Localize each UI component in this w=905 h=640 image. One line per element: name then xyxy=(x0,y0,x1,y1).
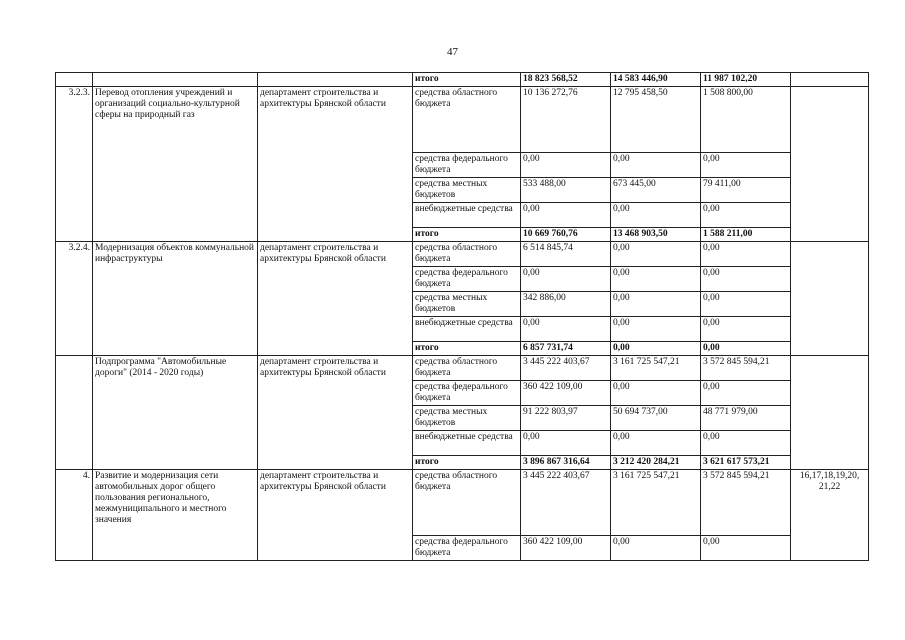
cell-value: 1 588 211,00 xyxy=(701,228,791,242)
cell-value: 0,00 xyxy=(611,203,701,228)
budget-table xyxy=(55,72,869,561)
cell-value: 13 468 903,50 xyxy=(611,228,701,242)
cell-ref xyxy=(791,87,869,242)
cell-num: 4. xyxy=(56,470,93,561)
cell-value: 0,00 xyxy=(611,292,701,317)
cell-value: 0,00 xyxy=(521,317,611,342)
cell-name: Развитие и модернизация сети автомобильных дорог общего пользования регионального, межмуниципального и местного значения xyxy=(93,470,258,561)
cell-value: 0,00 xyxy=(521,267,611,292)
cell-value: 0,00 xyxy=(611,431,701,456)
cell-source: средства местных бюджетов xyxy=(413,406,521,431)
cell-value: 79 411,00 xyxy=(701,178,791,203)
cell-value: 3 445 222 403,67 xyxy=(521,356,611,381)
cell-num xyxy=(56,73,93,87)
cell-num xyxy=(56,356,93,470)
cell-ref: 16,17,18,19,20, 21,22 xyxy=(791,470,869,561)
cell-source-total: итого xyxy=(413,73,521,87)
cell-value: 0,00 xyxy=(701,317,791,342)
cell-ref xyxy=(791,242,869,356)
cell-name: Подпрограмма "Автомобильные дороги" (2014 - 2020 годы) xyxy=(93,356,258,470)
cell-value: 3 572 845 594,21 xyxy=(701,470,791,536)
cell-num: 3.2.3. xyxy=(56,87,93,242)
cell-value: 3 445 222 403,67 xyxy=(521,470,611,536)
cell-source: внебюджетные средства xyxy=(413,203,521,228)
cell-value: 0,00 xyxy=(611,381,701,406)
cell-value: 3 161 725 547,21 xyxy=(611,356,701,381)
cell-value: 0,00 xyxy=(611,267,701,292)
cell-value: 18 823 568,52 xyxy=(521,73,611,87)
cell-value: 11 987 102,20 xyxy=(701,73,791,87)
cell-value: 360 422 109,00 xyxy=(521,536,611,561)
cell-value: 0,00 xyxy=(611,317,701,342)
cell-value: 0,00 xyxy=(701,242,791,267)
cell-value: 3 212 420 284,21 xyxy=(611,456,701,470)
cell-value: 0,00 xyxy=(701,203,791,228)
cell-value: 0,00 xyxy=(521,203,611,228)
cell-value: 6 857 731,74 xyxy=(521,342,611,356)
cell-num: 3.2.4. xyxy=(56,242,93,356)
page-number: 47 xyxy=(447,46,458,58)
cell-value: 342 886,00 xyxy=(521,292,611,317)
cell-name: Модернизация объектов коммунальной инфраструктуры xyxy=(93,242,258,356)
cell-value: 12 795 458,50 xyxy=(611,87,701,153)
cell-source: средства федерального бюджета xyxy=(413,381,521,406)
cell-value: 48 771 979,00 xyxy=(701,406,791,431)
cell-value: 14 583 446,90 xyxy=(611,73,701,87)
table-row xyxy=(56,87,869,153)
cell-source: средства местных бюджетов xyxy=(413,292,521,317)
cell-value: 533 488,00 xyxy=(521,178,611,203)
cell-ref xyxy=(791,73,869,87)
cell-value: 0,00 xyxy=(611,536,701,561)
cell-value: 10 136 272,76 xyxy=(521,87,611,153)
cell-value: 0,00 xyxy=(701,292,791,317)
cell-value: 0,00 xyxy=(701,267,791,292)
cell-value: 0,00 xyxy=(521,153,611,178)
table-row xyxy=(56,242,869,267)
cell-value: 360 422 109,00 xyxy=(521,381,611,406)
cell-executor: департамент строительства и архитектуры Брянской области xyxy=(258,87,413,242)
cell-source: средства областного бюджета xyxy=(413,87,521,153)
cell-value: 1 508 800,00 xyxy=(701,87,791,153)
cell-source: внебюджетные средства xyxy=(413,431,521,456)
cell-source: средства федерального бюджета xyxy=(413,267,521,292)
cell-executor: департамент строительства и архитектуры Брянской области xyxy=(258,470,413,561)
cell-name: Перевод отопления учреждений и организаций социально-культурной сферы на природный газ xyxy=(93,87,258,242)
cell-source-total: итого xyxy=(413,456,521,470)
cell-value: 3 572 845 594,21 xyxy=(701,356,791,381)
cell-value: 3 161 725 547,21 xyxy=(611,470,701,536)
table-row xyxy=(56,356,869,381)
cell-value: 10 669 760,76 xyxy=(521,228,611,242)
cell-value: 0,00 xyxy=(701,381,791,406)
cell-source: средства федерального бюджета xyxy=(413,153,521,178)
cell-source: средства областного бюджета xyxy=(413,242,521,267)
cell-value: 0,00 xyxy=(701,536,791,561)
cell-executor: департамент строительства и архитектуры Брянской области xyxy=(258,356,413,470)
cell-value: 3 896 867 316,64 xyxy=(521,456,611,470)
cell-value: 0,00 xyxy=(521,431,611,456)
cell-source: внебюджетные средства xyxy=(413,317,521,342)
cell-value: 91 222 803,97 xyxy=(521,406,611,431)
cell-value: 50 694 737,00 xyxy=(611,406,701,431)
cell-executor xyxy=(258,73,413,87)
cell-ref xyxy=(791,356,869,470)
table-row xyxy=(56,470,869,536)
cell-source: средства федерального бюджета xyxy=(413,536,521,561)
cell-value: 0,00 xyxy=(701,342,791,356)
cell-source-total: итого xyxy=(413,342,521,356)
cell-value: 0,00 xyxy=(701,153,791,178)
cell-executor: департамент строительства и архитектуры Брянской области xyxy=(258,242,413,356)
cell-value: 3 621 617 573,21 xyxy=(701,456,791,470)
cell-source: средства областного бюджета xyxy=(413,356,521,381)
cell-value: 0,00 xyxy=(611,342,701,356)
cell-source: средства местных бюджетов xyxy=(413,178,521,203)
cell-source: средства областного бюджета xyxy=(413,470,521,536)
table-row xyxy=(56,73,869,87)
cell-value: 6 514 845,74 xyxy=(521,242,611,267)
cell-value: 673 445,00 xyxy=(611,178,701,203)
cell-name xyxy=(93,73,258,87)
cell-value: 0,00 xyxy=(611,242,701,267)
cell-source-total: итого xyxy=(413,228,521,242)
cell-value: 0,00 xyxy=(701,431,791,456)
cell-value: 0,00 xyxy=(611,153,701,178)
